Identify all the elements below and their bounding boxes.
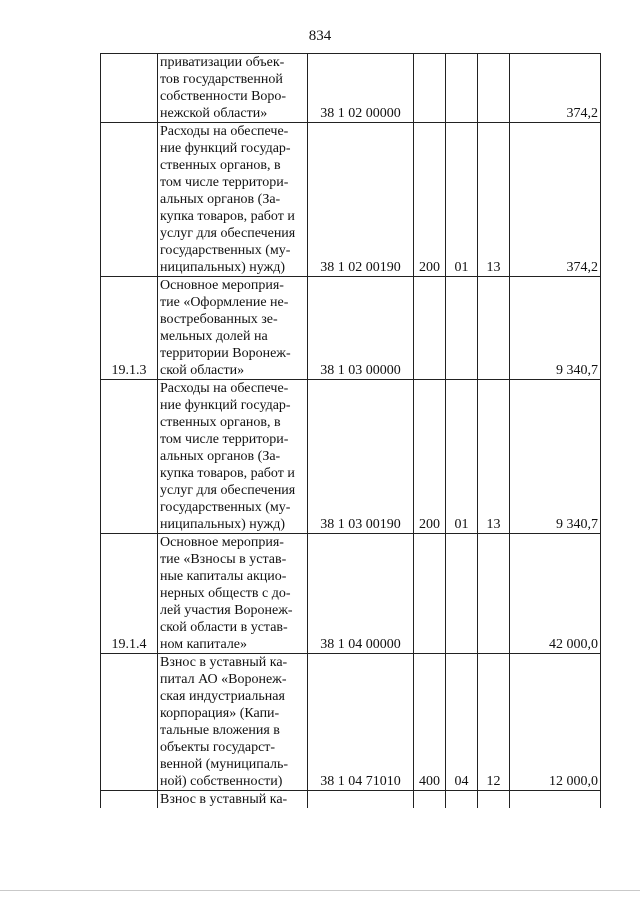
amount-cell: 42 000,0 [510,534,601,654]
expense-type-cell: 400 [414,654,446,791]
section-code-cell [446,534,478,654]
expense-name-cell: Взнос в уставный ка- [158,791,308,809]
row-number-cell [101,654,158,791]
scan-edge-line [0,890,640,891]
section-code-cell: 01 [446,380,478,534]
target-article-code-cell [308,791,414,809]
table-row [101,654,601,791]
subsection-code-cell: 12 [478,654,510,791]
section-code-cell [446,791,478,809]
expense-name-cell: приватизации объек- тов государственной собственности Воро- нежской области» [158,54,308,123]
expense-type-cell: 200 [414,123,446,277]
budget-table [100,53,601,808]
target-article-code-cell: 38 1 02 00190 [308,123,414,277]
row-number-cell [101,123,158,277]
row-number-cell [101,54,158,123]
target-article-code-cell: 38 1 03 00190 [308,380,414,534]
amount-cell: 9 340,7 [510,277,601,380]
subsection-code-cell: 13 [478,380,510,534]
table-row [101,123,601,277]
page-number: 834 [308,28,332,44]
row-number-cell: 19.1.4 [101,534,158,654]
row-number-cell [101,791,158,809]
amount-cell: 12 000,0 [510,654,601,791]
subsection-code-cell [478,54,510,123]
section-code-cell [446,54,478,123]
target-article-code-cell: 38 1 04 71010 [308,654,414,791]
subsection-code-cell: 13 [478,123,510,277]
expense-name-cell: Расходы на обеспече- ние функций государ- ственных органов, в том числе территори- альных органов (За- купка товаров, работ и услуг для обеспечения государственных (му- ниципальных) нужд) [158,380,308,534]
amount-cell: 374,2 [510,54,601,123]
table-row [101,54,601,123]
amount-cell [510,791,601,809]
expense-name-cell: Основное мероприя- тие «Взносы в устав- ные капиталы акцио- нерных обществ с до- лей участия Воронеж- ской области в устав- ном капитале» [158,534,308,654]
subsection-code-cell [478,791,510,809]
table-row [101,380,601,534]
section-code-cell: 04 [446,654,478,791]
target-article-code-cell: 38 1 03 00000 [308,277,414,380]
expense-name-cell: Расходы на обеспече- ние функций государ- ственных органов, в том числе территори- альных органов (За- купка товаров, работ и услуг для обеспечения государственных (му- ниципальных) нужд) [158,123,308,277]
section-code-cell: 01 [446,123,478,277]
expense-type-cell [414,534,446,654]
target-article-code-cell: 38 1 04 00000 [308,534,414,654]
table-row [101,791,601,809]
expense-type-cell: 200 [414,380,446,534]
section-code-cell [446,277,478,380]
expense-type-cell [414,277,446,380]
target-article-code-cell: 38 1 02 00000 [308,54,414,123]
expense-name-cell: Взнос в уставный ка- питал АО «Воронеж- ская индустриальная корпорация» (Капи- тальные вложения в объекты государст- венной (муниципаль- ной) собственности) [158,654,308,791]
table-row [101,534,601,654]
row-number-cell [101,380,158,534]
row-number-cell: 19.1.3 [101,277,158,380]
amount-cell: 374,2 [510,123,601,277]
table-row [101,277,601,380]
subsection-code-cell [478,534,510,654]
expense-type-cell [414,791,446,809]
expense-type-cell [414,54,446,123]
subsection-code-cell [478,277,510,380]
expense-name-cell: Основное мероприя- тие «Оформление не- востребованных зе- мельных долей на территории Воронеж- ской области» [158,277,308,380]
amount-cell: 9 340,7 [510,380,601,534]
